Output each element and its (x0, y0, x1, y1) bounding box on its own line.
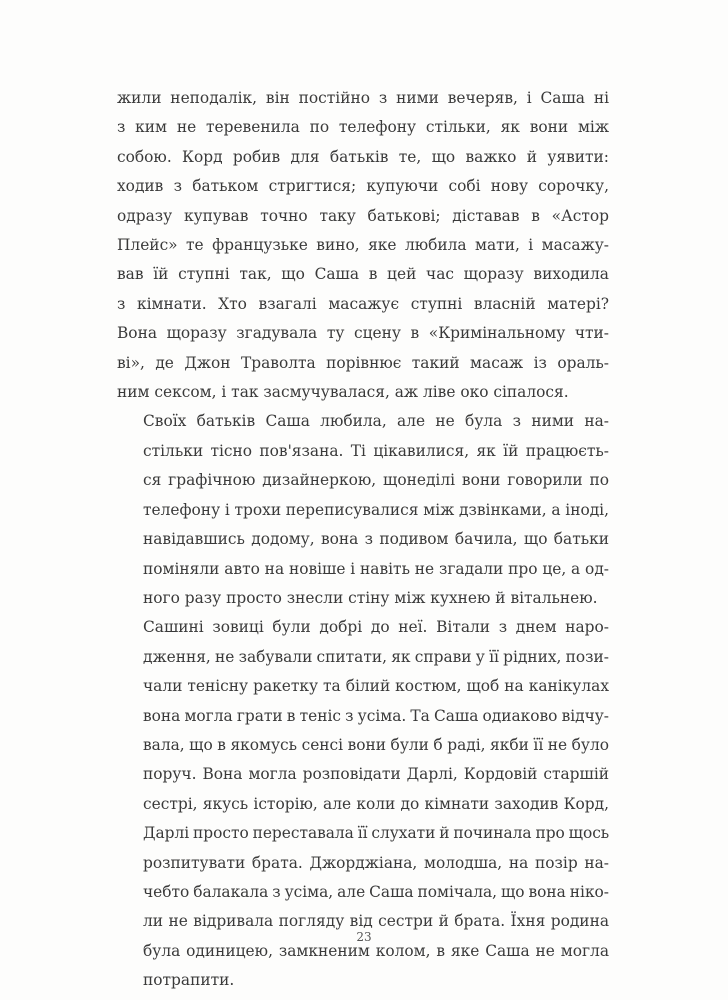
text-line: Дарлі просто переставала її слухати й починала про щось (143, 824, 610, 843)
text-line: Своїх батьків Саша любила, але не була з ними на- (143, 412, 609, 431)
text-line: собою. Корд робив для батьків те, що важко й уявити: (117, 147, 609, 166)
paragraph (117, 84, 609, 407)
paragraph (117, 407, 609, 613)
text-line: ли не відривала погляду від сестри й брата. Їхня родина (143, 912, 609, 931)
text-line: була одиницею, замкненим колом, в яке Саша не могла (143, 941, 609, 960)
text-line: чебто балакала з усіма, але Саша помічала, що вона ніко- (143, 882, 609, 901)
text-line: стільки тісно пов'язана. Ті цікавилися, як їй працюєть- (143, 441, 609, 460)
text-line: жили неподалік, він постійно з ними вечеряв, і Саша ні (117, 89, 609, 107)
text-line: Плейс» те французьке вино, яке любила мати, і масажу- (117, 236, 609, 255)
text-line: вала, що в якомусь сенсі вони були б раді, якби її не було (143, 735, 609, 754)
text-line: дження, не забували спитати, як справи у її рідних, пози- (143, 647, 609, 666)
text-line: розпитувати брата. Джорджіана, молодша, на позір на- (143, 853, 609, 872)
text-line: ним сексом, і так засмучувалася, аж ліве око сіпалося. (117, 383, 569, 402)
text-line: навідавшись додому, вона з подивом бачила, що батьки (143, 530, 609, 549)
text-line: вона могла грати в теніс з усіма. Та Саша одиаково відчу- (143, 706, 609, 725)
text-line: телефону і трохи переписувалися між дзвінками, а іноді, (143, 500, 609, 519)
text-line: потрапити. (143, 971, 235, 990)
text-line: Сашині зовиці були добрі до неї. Вітали з днем наро- (143, 618, 609, 637)
text-line: чали тенісну ракетку та білий костюм, щоб на канікулах (143, 677, 609, 696)
text-line: одразу купував точно таку батькові; діставав в «Астор (117, 206, 609, 225)
text-line: ходив з батьком стригтися; купуючи собі нову сорочку, (117, 177, 609, 196)
text-line: вав їй ступні так, що Саша в цей час щоразу виходила (117, 265, 609, 284)
body-text (117, 84, 609, 996)
text-line: з кімнати. Хто взагалі масажує ступні власній матері? (117, 294, 609, 313)
text-line: з ким не теревенила по телефону стільки, як вони між (117, 118, 609, 137)
text-line: поруч. Вона могла розповідати Дарлі, Кордовій старшій (143, 765, 609, 784)
text-line: сестрі, якусь історію, але коли до кімнати заходив Корд, (143, 794, 609, 813)
text-line: ся графічною дизайнеркою, щонеділі вони говорили по (143, 471, 609, 490)
text-line: ві», де Джон Траволта порівнює такий масаж із ораль- (117, 353, 609, 372)
text-line: Вона щоразу згадувала ту сцену в «Кримінальному чти- (117, 324, 609, 343)
text-line: ного разу просто знесли стіну між кухнею й вітальнею. (143, 588, 598, 607)
text-line: поміняли авто на новіше і навіть не згадали про це, а од- (143, 559, 609, 578)
page-number: 23 (356, 930, 372, 944)
